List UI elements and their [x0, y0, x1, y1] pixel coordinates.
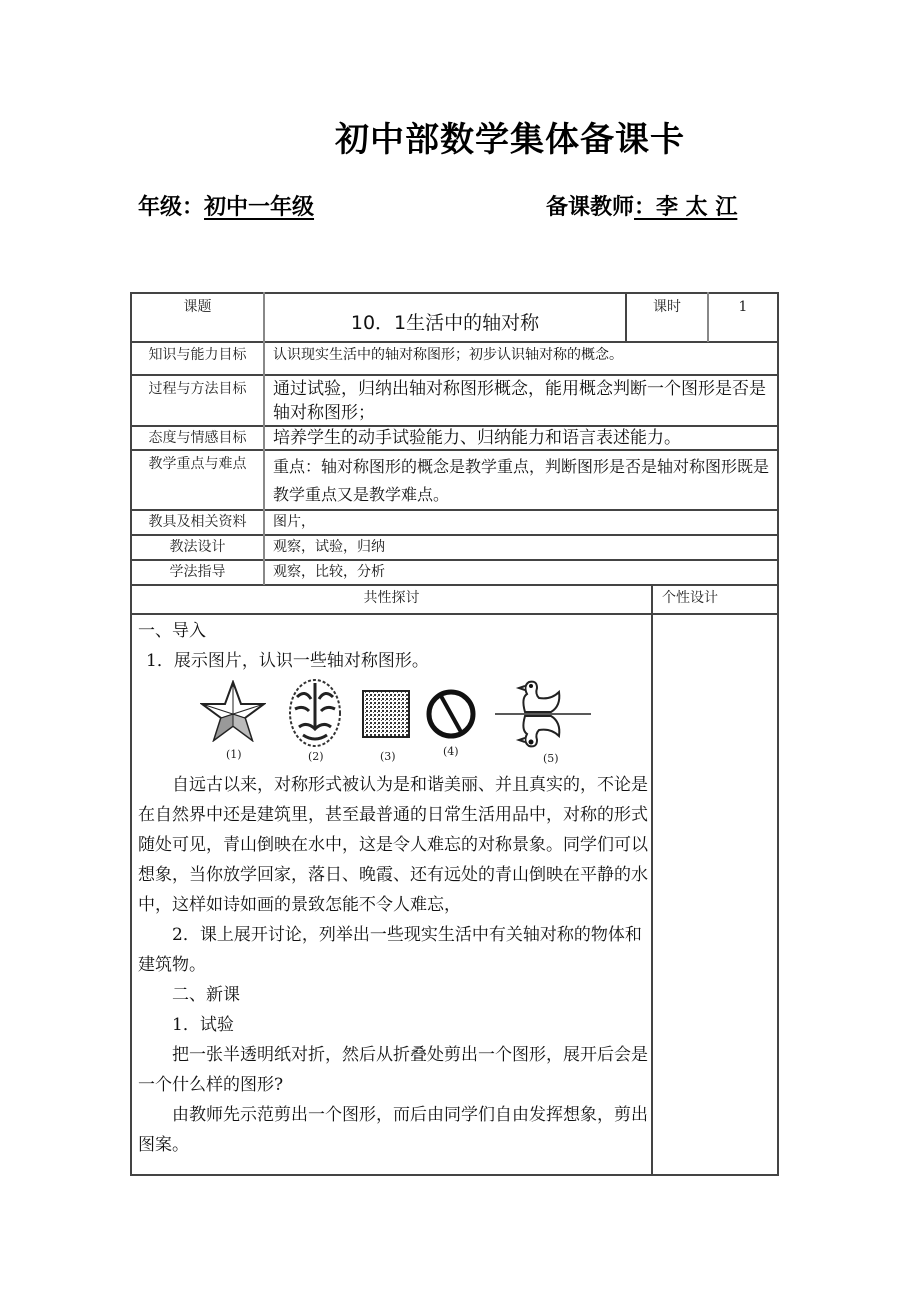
row-divider	[130, 341, 779, 343]
table-border-top	[130, 292, 779, 294]
teacher-value: ：李 太 江	[634, 195, 738, 220]
row-divider	[130, 613, 779, 615]
topic-label: 课题	[183, 299, 212, 315]
figure-caption: (3)	[380, 750, 396, 763]
topic-value: 10．1生活中的轴对称	[350, 312, 540, 334]
row-label-process: 过程与方法目标	[148, 381, 247, 397]
period-value: 1	[738, 299, 748, 315]
item-show-pictures: 1．展示图片，认识一些轴对称图形。	[146, 651, 429, 671]
row-divider	[130, 534, 779, 536]
row-value-teaching-method: 观察，试验，归纳	[273, 539, 385, 555]
row-value-knowledge: 认识现实生活中的轴对称图形；初步认识轴对称的概念。	[273, 347, 623, 363]
row-value-attitude: 培养学生的动手试验能力、归纳能力和语言表述能力。	[273, 428, 681, 448]
table-border-left	[130, 292, 132, 1176]
personal-column-divider	[651, 584, 653, 1175]
page-title: 初中部数学集体备课卡	[335, 120, 685, 160]
paragraph-fold-paper: 把一张半透明纸对折，然后从折叠处剪出一个图形，展开后会是一个什么样的图形?	[138, 1045, 648, 1095]
row-divider	[130, 559, 779, 561]
row-label-materials: 教具及相关资料	[148, 514, 247, 530]
item-class-discussion: 2．课上展开讨论，列举出一些现实生活中有关轴对称的物体和建筑物。	[138, 925, 642, 975]
row-label-attitude: 态度与情感目标	[148, 430, 247, 446]
paragraph-symmetry-intro: 自远古以来，对称形式被认为是和谐美丽、并且真实的，不论是在自然界中还是建筑里，甚至最普通的日常生活用品中，对称的形式随处可见，青山倒映在水中，这是令人难忘的对称景象。同学们可以想象，当你放学回家，落日、晚霞、还有远处的青山倒映在平静的水中，这样如诗如画的景致怎能不令人难忘，	[138, 775, 648, 915]
teacher-field	[546, 190, 737, 221]
table-border-right	[777, 292, 779, 1176]
figure-caption: (4)	[443, 745, 459, 758]
common-discussion-header: 共性探讨	[363, 590, 420, 606]
subsection-experiment: 1．试验	[172, 1015, 234, 1035]
row-label-teaching-method: 教法设计	[169, 539, 226, 555]
figure-caption: (2)	[308, 750, 324, 763]
grade-label: 年级：	[138, 195, 205, 220]
section-new-lesson-heading: 二、新课	[172, 985, 240, 1005]
prohibition-sign-icon	[425, 688, 477, 740]
row-divider	[130, 509, 779, 511]
section-intro-heading: 一、导入	[138, 621, 206, 641]
row-label-learning-method: 学法指导	[169, 564, 226, 580]
personal-design-header: 个性设计	[662, 590, 718, 606]
duck-reflection-icon	[495, 676, 595, 756]
lesson-content	[138, 616, 648, 676]
row-value-keypoints: 重点：轴对称图形的概念是教学重点，判断图形是否是轴对称图形既是教学重点又是教学难点。	[273, 457, 770, 504]
row-label-knowledge: 知识与能力目标	[148, 347, 247, 363]
row-label-keypoints: 教学重点与难点	[148, 456, 247, 472]
paragraph-teacher-demo: 由教师先示范剪出一个图形，而后由同学们自由发挥想象，剪出图案。	[138, 1105, 648, 1155]
opera-mask-icon	[287, 677, 343, 749]
table-border-bottom	[130, 1174, 779, 1176]
figure-caption: (1)	[226, 748, 242, 761]
row-value-learning-method: 观察，比较，分析	[273, 564, 385, 580]
teacher-label: 备课教师	[546, 195, 635, 220]
lesson-content-continued	[138, 770, 650, 1160]
grade-value: 初中一年级	[204, 195, 315, 220]
textured-square-icon	[362, 690, 410, 738]
row-value-process: 通过试验，归纳出轴对称图形概念，能用概念判断一个图形是否是轴对称图形；	[273, 379, 766, 423]
grade-field	[138, 190, 314, 221]
figure-caption: (5)	[543, 752, 559, 765]
row-divider	[130, 449, 779, 451]
row-divider	[130, 374, 779, 376]
period-label: 课时	[653, 299, 681, 315]
star-icon	[200, 680, 266, 742]
row-divider	[130, 584, 779, 586]
row-value-materials: 图片，	[273, 514, 315, 530]
